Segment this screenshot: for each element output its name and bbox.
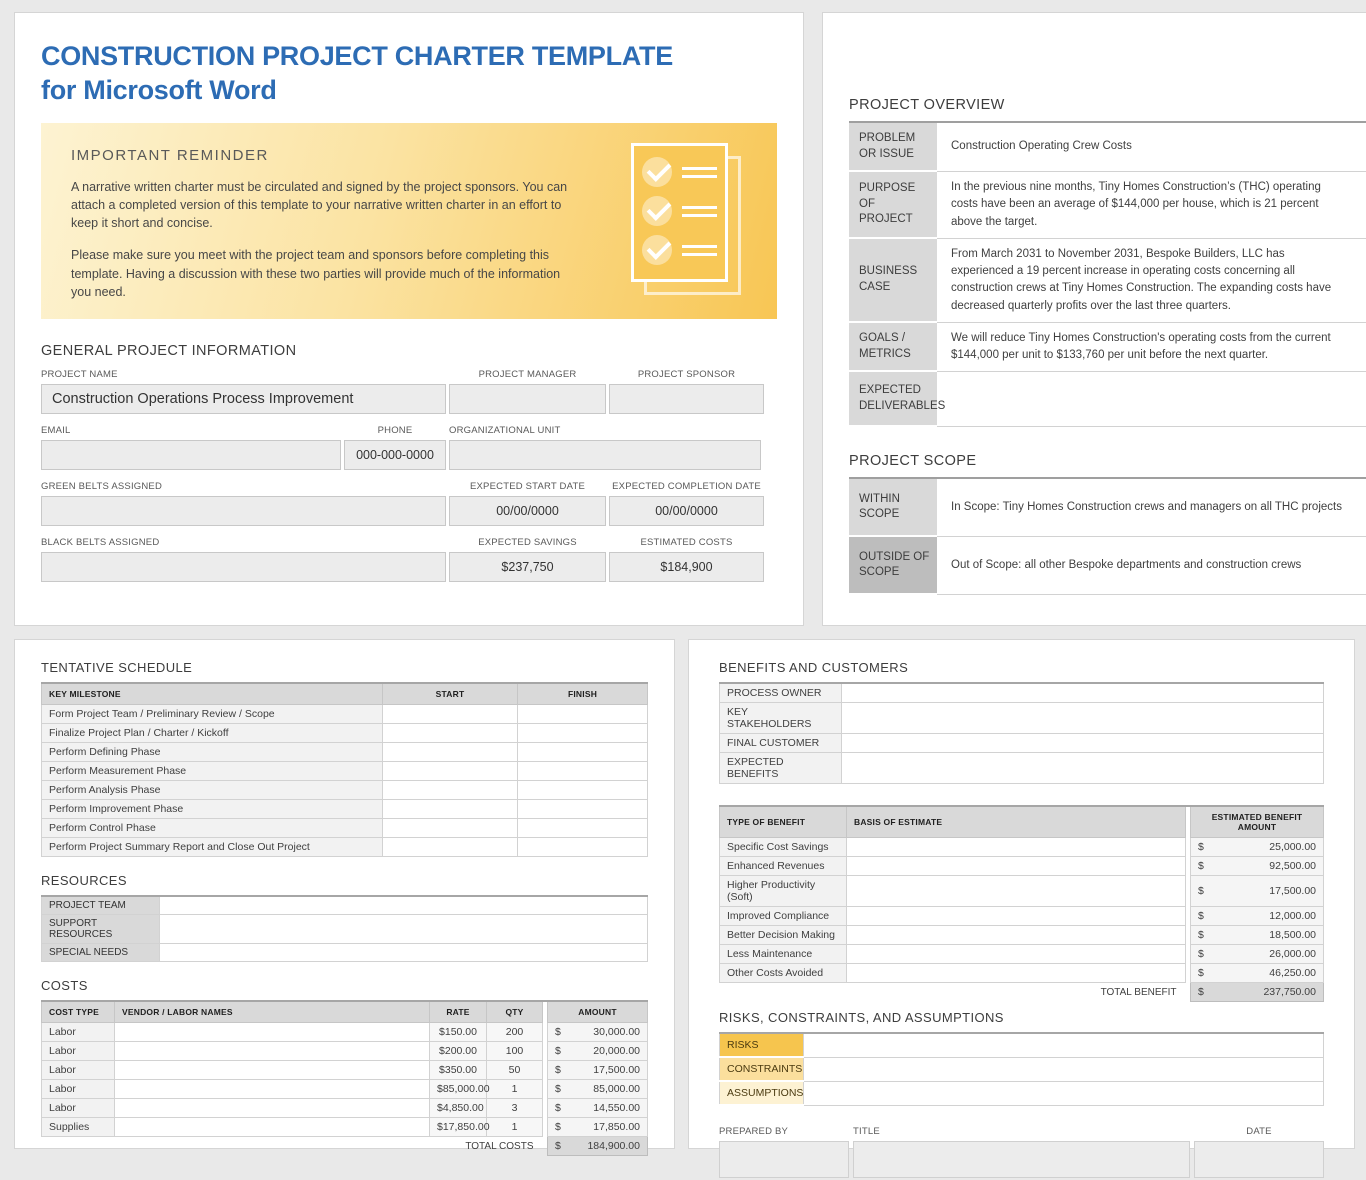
currency-symbol: $	[1198, 986, 1204, 998]
checklist-item	[642, 156, 717, 188]
basis-cell[interactable]	[847, 945, 1186, 964]
costs-heading: COSTS	[41, 978, 88, 993]
scope-row-outside	[849, 537, 1366, 595]
currency-symbol: $	[555, 1026, 561, 1038]
currency-symbol: $	[555, 1045, 561, 1057]
schedule-col-milestone: KEY MILESTONE	[42, 683, 383, 705]
schedule-row	[42, 781, 648, 800]
check-circle-icon	[642, 157, 672, 187]
expected-deliverables-value[interactable]	[937, 372, 1366, 427]
risk-row	[720, 1033, 1324, 1057]
process-owner-label: PROCESS OWNER	[720, 683, 842, 703]
milestone-cell: Perform Measurement Phase	[42, 762, 383, 781]
reminder-paragraph-1: A narrative written charter must be circulated and signed by the project sponsors. You can attach a completed version of this template to your narrative written charter in an effort to keep it short and concise.	[71, 180, 568, 231]
within-scope-value[interactable]: In Scope: Tiny Homes Construction crews and managers on all THC projects	[937, 479, 1366, 537]
general-info-form	[41, 369, 777, 582]
completion-date-label: EXPECTED COMPLETION DATE	[612, 481, 761, 492]
important-reminder-callout	[41, 123, 777, 319]
qty-cell[interactable]: 1	[487, 1080, 543, 1099]
risks-heading: RISKS, CONSTRAINTS, AND ASSUMPTIONS	[719, 1010, 1004, 1025]
benefits-customers-heading: BENEFITS AND CUSTOMERS	[719, 660, 909, 675]
assumptions-label: ASSUMPTIONS	[720, 1081, 804, 1105]
benefit-type-cell: Better Decision Making	[720, 926, 847, 945]
amount-cell[interactable]: $ 17,500.00	[548, 1061, 648, 1080]
risk-row	[720, 1081, 1324, 1105]
resources-table	[41, 895, 648, 962]
basis-cell[interactable]	[847, 964, 1186, 983]
reminder-paragraph-2: Please make sure you meet with the project team and sponsors before completing this template. Having a discussion with these two parties will provide much of the information you need.	[71, 248, 561, 299]
milestone-cell: Perform Project Summary Report and Close Out Project	[42, 838, 383, 857]
overview-row-problem	[849, 123, 1366, 172]
rate-cell[interactable]: $350.00	[430, 1061, 487, 1080]
overview-row-deliverables	[849, 372, 1366, 427]
start-cell[interactable]	[383, 743, 518, 762]
milestone-cell: Perform Improvement Phase	[42, 800, 383, 819]
amount-cell[interactable]: $ 20,000.00	[548, 1042, 648, 1061]
prepared-by-label: PREPARED BY	[719, 1126, 789, 1137]
tentative-schedule-table	[41, 682, 648, 857]
key-stakeholders-value[interactable]	[842, 703, 1324, 734]
currency-symbol: $	[1198, 967, 1204, 979]
general-info-heading: GENERAL PROJECT INFORMATION	[41, 343, 297, 359]
special-needs-value[interactable]	[160, 944, 648, 962]
checklist-clipboard-icon	[631, 143, 735, 289]
benefit-col-amount: ESTIMATED BENEFIT AMOUNT	[1191, 806, 1324, 838]
currency-symbol: $	[555, 1064, 561, 1076]
schedule-col-start: START	[383, 683, 518, 705]
costs-col-rate: RATE	[430, 1001, 487, 1023]
estimated-costs-field[interactable]: $184,900	[609, 552, 764, 582]
email-label: EMAIL	[41, 425, 71, 436]
rate-cell[interactable]: $4,850.00	[430, 1099, 487, 1118]
project-overview-table	[849, 121, 1366, 427]
costs-col-type: COST TYPE	[42, 1001, 115, 1023]
milestone-cell: Perform Control Phase	[42, 819, 383, 838]
basis-cell[interactable]	[847, 926, 1186, 945]
project-overview-heading: PROJECT OVERVIEW	[849, 97, 1005, 113]
currency-symbol: $	[1198, 860, 1204, 872]
start-cell[interactable]	[383, 838, 518, 857]
project-name-field[interactable]: Construction Operations Process Improvement	[41, 384, 446, 414]
purpose-of-project-value[interactable]: In the previous nine months, Tiny Homes Construction’s (THC) operating costs have been an average of $144,000 per house, which is 21 percent above the target.	[937, 172, 1366, 239]
support-resources-value[interactable]	[160, 915, 648, 944]
project-overview-panel	[822, 12, 1366, 626]
currency-symbol: $	[1198, 929, 1204, 941]
benefit-type-cell: Less Maintenance	[720, 945, 847, 964]
total-costs-value: $ 184,900.00	[548, 1137, 648, 1156]
vendor-cell[interactable]	[115, 1061, 430, 1080]
risks-label: RISKS	[720, 1033, 804, 1057]
overview-row-business-case	[849, 239, 1366, 323]
phone-field[interactable]: 000-000-0000	[344, 440, 446, 470]
vendor-cell[interactable]	[115, 1080, 430, 1099]
final-customer-label: FINAL CUSTOMER	[720, 734, 842, 753]
key-stakeholders-label: KEY STAKEHOLDERS	[720, 703, 842, 734]
risk-row	[720, 1057, 1324, 1081]
milestone-cell: Perform Analysis Phase	[42, 781, 383, 800]
costs-table	[41, 1000, 648, 1156]
costs-total-row	[42, 1137, 648, 1156]
expected-savings-field[interactable]: $237,750	[449, 552, 606, 582]
currency-symbol: $	[555, 1121, 561, 1133]
expected-deliverables-label: EXPECTED DELIVERABLES	[849, 372, 937, 427]
resources-heading: RESOURCES	[41, 873, 127, 888]
start-date-field[interactable]: 00/00/0000	[449, 496, 606, 526]
cost-type-cell[interactable]: Labor	[42, 1042, 115, 1061]
benefit-amount-cell[interactable]: $ 25,000.00	[1191, 838, 1324, 857]
finish-cell[interactable]	[518, 838, 648, 857]
goals-metrics-label: GOALS / METRICS	[849, 323, 937, 373]
rate-cell[interactable]: $200.00	[430, 1042, 487, 1061]
email-field[interactable]	[41, 440, 341, 470]
benefit-estimate-table	[719, 805, 1324, 1002]
cost-row	[42, 1023, 648, 1042]
benefit-amount-cell[interactable]: $ 26,000.00	[1191, 945, 1324, 964]
milestone-cell: Finalize Project Plan / Charter / Kickoff	[42, 724, 383, 743]
special-needs-label: SPECIAL NEEDS	[42, 944, 160, 962]
total-costs-label: TOTAL COSTS	[465, 1140, 534, 1152]
finish-cell[interactable]	[518, 781, 648, 800]
qty-cell[interactable]: 200	[487, 1023, 543, 1042]
costs-col-qty: QTY	[487, 1001, 543, 1023]
basis-cell[interactable]	[847, 907, 1186, 926]
cost-type-cell[interactable]: Labor	[42, 1023, 115, 1042]
benefit-col-basis: BASIS OF ESTIMATE	[847, 806, 1186, 838]
outside-scope-value[interactable]: Out of Scope: all other Bespoke departments and construction crews	[937, 537, 1366, 595]
amount-cell[interactable]: $ 85,000.00	[548, 1080, 648, 1099]
qty-cell[interactable]: 50	[487, 1061, 543, 1080]
page-title-line2: for Microsoft Word	[41, 75, 277, 105]
benefit-type-cell: Improved Compliance	[720, 907, 847, 926]
problem-or-issue-label: PROBLEM OR ISSUE	[849, 123, 937, 172]
overview-row-purpose	[849, 172, 1366, 239]
benefit-row	[720, 926, 1324, 945]
qty-cell[interactable]: 1	[487, 1118, 543, 1137]
risks-value[interactable]	[804, 1033, 1324, 1057]
date-field[interactable]	[1194, 1141, 1324, 1178]
schedule-col-finish: FINISH	[518, 683, 648, 705]
date-label: DATE	[1246, 1126, 1272, 1137]
amount-cell[interactable]: $ 14,550.00	[548, 1099, 648, 1118]
basis-cell[interactable]	[847, 838, 1186, 857]
start-date-label: EXPECTED START DATE	[469, 481, 585, 492]
total-benefit-value: $ 237,750.00	[1191, 983, 1324, 1002]
amount-cell[interactable]: $ 30,000.00	[548, 1023, 648, 1042]
start-cell[interactable]	[383, 819, 518, 838]
constraints-value[interactable]	[804, 1057, 1324, 1081]
process-owner-value[interactable]	[842, 683, 1324, 703]
within-scope-label: WITHIN SCOPE	[849, 479, 937, 537]
rate-cell[interactable]: $17,850.00	[430, 1118, 487, 1137]
benefits-customers-table	[719, 682, 1324, 784]
benefit-amount-cell[interactable]: $ 46,250.00	[1191, 964, 1324, 983]
expected-savings-label: EXPECTED SAVINGS	[478, 537, 577, 548]
black-belts-field[interactable]	[41, 552, 446, 582]
final-customer-value[interactable]	[842, 734, 1324, 753]
cost-type-cell[interactable]: Labor	[42, 1061, 115, 1080]
black-belts-label: BLACK BELTS ASSIGNED	[41, 537, 160, 548]
benefit-row	[720, 838, 1324, 857]
schedule-row	[42, 800, 648, 819]
resource-row	[42, 944, 648, 962]
expected-benefits-value[interactable]	[842, 753, 1324, 784]
finish-cell[interactable]	[518, 705, 648, 724]
benefit-amount-cell[interactable]: $ 12,000.00	[1191, 907, 1324, 926]
benefit-info-row	[720, 734, 1324, 753]
cost-row	[42, 1099, 648, 1118]
currency-symbol: $	[555, 1083, 561, 1095]
business-case-label: BUSINESS CASE	[849, 239, 937, 323]
benefit-amount-cell[interactable]: $ 92,500.00	[1191, 857, 1324, 876]
currency-symbol: $	[1198, 885, 1204, 897]
expected-benefits-label: EXPECTED BENEFITS	[720, 753, 842, 784]
green-belts-field[interactable]	[41, 496, 446, 526]
costs-col-amount: AMOUNT	[548, 1001, 648, 1023]
project-scope-table	[849, 477, 1366, 595]
currency-symbol: $	[1198, 948, 1204, 960]
page-title	[41, 39, 777, 107]
green-belts-label: GREEN BELTS ASSIGNED	[41, 481, 163, 492]
cost-row	[42, 1061, 648, 1080]
benefit-type-cell: Other Costs Avoided	[720, 964, 847, 983]
vendor-cell[interactable]	[115, 1099, 430, 1118]
benefit-info-row	[720, 683, 1324, 703]
support-resources-label: SUPPORT RESOURCES	[42, 915, 160, 944]
benefit-type-cell: Higher Productivity (Soft)	[720, 876, 847, 907]
benefit-row	[720, 964, 1324, 983]
charter-info-panel	[14, 12, 804, 626]
checklist-item	[642, 195, 717, 227]
finish-cell[interactable]	[518, 800, 648, 819]
benefit-type-cell: Specific Cost Savings	[720, 838, 847, 857]
assumptions-value[interactable]	[804, 1081, 1324, 1105]
vendor-cell[interactable]	[115, 1042, 430, 1061]
project-team-value[interactable]	[160, 896, 648, 915]
qty-cell[interactable]: 3	[487, 1099, 543, 1118]
start-cell[interactable]	[383, 705, 518, 724]
schedule-row	[42, 762, 648, 781]
rate-cell[interactable]: $150.00	[430, 1023, 487, 1042]
finish-cell[interactable]	[518, 724, 648, 743]
finish-cell[interactable]	[518, 819, 648, 838]
finish-cell[interactable]	[518, 762, 648, 781]
basis-cell[interactable]	[847, 857, 1186, 876]
currency-symbol: $	[555, 1102, 561, 1114]
benefit-info-row	[720, 753, 1324, 784]
resource-row	[42, 896, 648, 915]
amount-cell[interactable]: $ 17,850.00	[548, 1118, 648, 1137]
milestone-cell: Form Project Team / Preliminary Review / Scope	[42, 705, 383, 724]
schedule-row	[42, 838, 648, 857]
start-cell[interactable]	[383, 781, 518, 800]
currency-symbol: $	[555, 1140, 561, 1152]
check-circle-icon	[642, 196, 672, 226]
title-label: TITLE	[853, 1126, 880, 1137]
vendor-cell[interactable]	[115, 1118, 430, 1137]
benefits-risks-panel	[688, 639, 1355, 1149]
finish-cell[interactable]	[518, 743, 648, 762]
page-title-line1: CONSTRUCTION PROJECT CHARTER TEMPLATE	[41, 41, 673, 71]
cost-type-cell[interactable]: Supplies	[42, 1118, 115, 1137]
goals-metrics-value[interactable]: We will reduce Tiny Homes Construction's operating costs from the current $144,000 per unit to $133,760 per unit before the next quarter.	[937, 323, 1366, 373]
basis-cell[interactable]	[847, 876, 1186, 907]
signature-block	[719, 1126, 1324, 1178]
benefit-col-type: TYPE OF BENEFIT	[720, 806, 847, 838]
outside-scope-label: OUTSIDE OF SCOPE	[849, 537, 937, 595]
purpose-of-project-label: PURPOSE OF PROJECT	[849, 172, 937, 239]
costs-col-vendor: VENDOR / LABOR NAMES	[115, 1001, 430, 1023]
project-name-label: PROJECT NAME	[41, 369, 118, 380]
qty-cell[interactable]: 100	[487, 1042, 543, 1061]
prepared-by-field[interactable]	[719, 1141, 849, 1178]
resource-row	[42, 915, 648, 944]
schedule-row	[42, 743, 648, 762]
project-scope-heading: PROJECT SCOPE	[849, 453, 977, 470]
tentative-schedule-heading: TENTATIVE SCHEDULE	[41, 660, 193, 675]
benefit-type-cell: Enhanced Revenues	[720, 857, 847, 876]
constraints-label: CONSTRAINTS	[720, 1057, 804, 1081]
start-cell[interactable]	[383, 762, 518, 781]
business-case-value[interactable]: From March 2031 to November 2031, Bespoke Builders, LLC has experienced a 19 percent increase in operating costs concerning all construction crews at Tiny Homes Construction. The expanding costs have decreased quarterly profits over the last three quarters.	[937, 239, 1366, 323]
rate-cell[interactable]: $85,000.00	[430, 1080, 487, 1099]
risks-table	[719, 1032, 1324, 1106]
completion-date-field[interactable]: 00/00/0000	[609, 496, 764, 526]
benefits-total-row	[720, 983, 1324, 1002]
project-sponsor-field[interactable]	[609, 384, 764, 414]
reminder-heading: IMPORTANT REMINDER	[71, 147, 269, 164]
project-manager-label: PROJECT MANAGER	[478, 369, 577, 380]
phone-label: PHONE	[377, 425, 413, 436]
benefit-row	[720, 907, 1324, 926]
cost-row	[42, 1042, 648, 1061]
benefit-row	[720, 857, 1324, 876]
check-circle-icon	[642, 235, 672, 265]
cost-type-cell[interactable]: Labor	[42, 1080, 115, 1099]
problem-or-issue-value[interactable]: Construction Operating Crew Costs	[937, 123, 1366, 172]
cost-row	[42, 1080, 648, 1099]
title-field[interactable]	[853, 1141, 1190, 1178]
scope-row-within	[849, 479, 1366, 537]
schedule-row	[42, 705, 648, 724]
milestone-cell: Perform Defining Phase	[42, 743, 383, 762]
estimated-costs-label: ESTIMATED COSTS	[640, 537, 733, 548]
org-unit-field[interactable]	[449, 440, 761, 470]
cost-type-cell[interactable]: Labor	[42, 1099, 115, 1118]
org-unit-label: ORGANIZATIONAL UNIT	[449, 425, 561, 436]
currency-symbol: $	[1198, 841, 1204, 853]
vendor-cell[interactable]	[115, 1023, 430, 1042]
checklist-item	[642, 234, 717, 266]
schedule-costs-panel	[14, 639, 675, 1152]
benefit-amount-cell[interactable]: $ 17,500.00	[1191, 876, 1324, 907]
start-cell[interactable]	[383, 800, 518, 819]
project-manager-field[interactable]	[449, 384, 606, 414]
overview-row-goals	[849, 323, 1366, 373]
project-sponsor-label: PROJECT SPONSOR	[637, 369, 736, 380]
project-team-label: PROJECT TEAM	[42, 896, 160, 915]
benefit-row	[720, 945, 1324, 964]
cost-row	[42, 1118, 648, 1137]
benefit-amount-cell[interactable]: $ 18,500.00	[1191, 926, 1324, 945]
benefit-info-row	[720, 703, 1324, 734]
start-cell[interactable]	[383, 724, 518, 743]
schedule-row	[42, 819, 648, 838]
currency-symbol: $	[1198, 910, 1204, 922]
total-benefit-label: TOTAL BENEFIT	[1100, 986, 1177, 998]
clipboard-front-sheet	[631, 143, 728, 282]
schedule-row	[42, 724, 648, 743]
benefit-row	[720, 876, 1324, 907]
